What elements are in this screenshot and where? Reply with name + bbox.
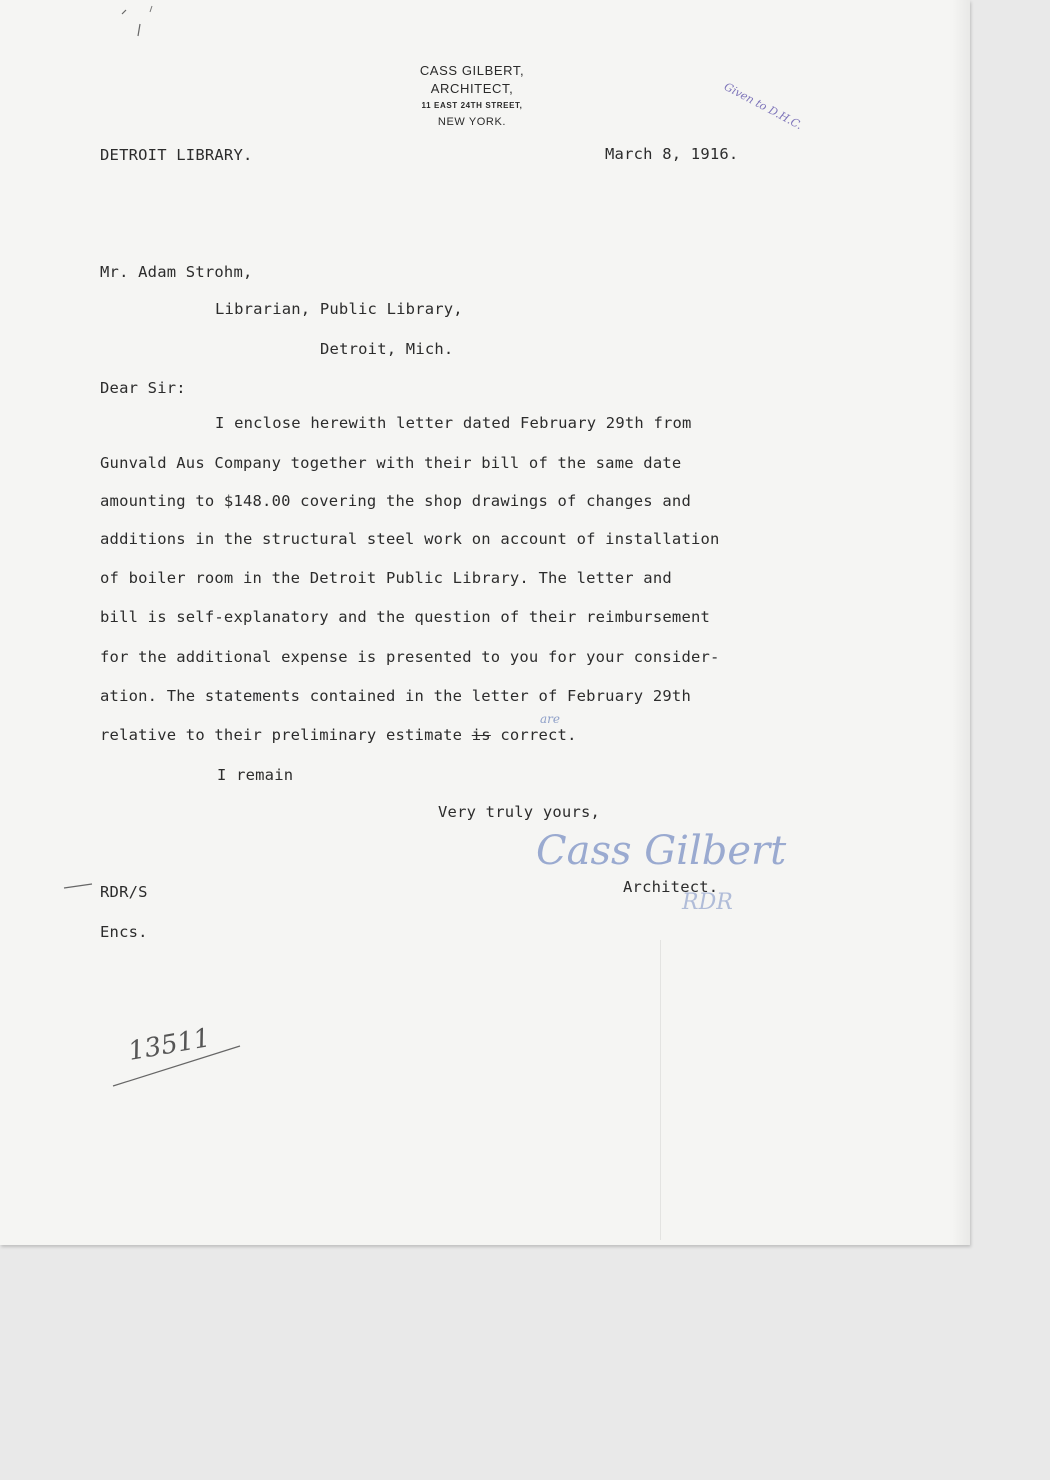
- salutation: Dear Sir:: [100, 379, 186, 397]
- pencil-mark: [122, 10, 126, 14]
- pencil-dash: [62, 880, 98, 894]
- body-line: for the additional expense is presented to you for your consider-: [100, 648, 720, 666]
- signature: Cass Gilbert: [536, 828, 787, 874]
- letterhead: [372, 62, 572, 130]
- pencil-marks: [110, 0, 160, 44]
- body-line: I enclose herewith letter dated February 29th from: [215, 414, 692, 432]
- recipient-city: Detroit, Mich.: [320, 340, 454, 358]
- letter-date: March 8, 1916.: [605, 145, 739, 163]
- struck-word: is: [471, 726, 491, 744]
- recipient-position: Librarian, Public Library,: [215, 300, 463, 318]
- body-line: of boiler room in the Detroit Public Library. The letter and: [100, 569, 672, 587]
- remain-line: I remain: [217, 766, 294, 784]
- recipient-name: Mr. Adam Strohm,: [100, 263, 253, 281]
- file-number: 13511: [126, 1023, 213, 1067]
- letterhead-name: CASS GILBERT,: [419, 63, 525, 78]
- handwritten-initials: RDR: [682, 890, 733, 915]
- enclosures: Encs.: [100, 923, 148, 941]
- last-line-end: correct.: [490, 726, 577, 744]
- body-line: bill is self-explanatory and the question of their reimbursement: [100, 608, 711, 626]
- body-line: amounting to $148.00 covering the shop drawings of changes and: [100, 492, 691, 510]
- body-line: additions in the structural steel work on account of installation: [100, 530, 720, 548]
- letterhead-title: ARCHITECT,: [430, 81, 514, 96]
- reference-initials: RDR/S: [100, 883, 148, 901]
- body-line: ation. The statements contained in the letter of February 29th: [100, 687, 691, 705]
- pencil-underline: [110, 1040, 245, 1092]
- pencil-mark: [138, 24, 140, 36]
- signature-title: Architect.: [623, 878, 719, 896]
- paper-fold: [660, 940, 661, 1240]
- last-line-start: relative to their preliminary estimate: [100, 726, 472, 744]
- file-label: DETROIT LIBRARY.: [100, 146, 253, 164]
- body-line-last: [100, 726, 577, 744]
- letterhead-city: NEW YORK.: [437, 116, 507, 128]
- pencil-mark: [150, 6, 152, 12]
- letterhead-street: 11 EAST 24TH STREET,: [421, 101, 523, 110]
- routing-stamp: Given to D.H.C.: [721, 80, 805, 133]
- body-line: Gunvald Aus Company together with their bill of the same date: [100, 454, 682, 472]
- handwritten-correction: are: [540, 712, 560, 726]
- pencil-underline-stroke: [113, 1046, 240, 1086]
- pencil-dash-stroke: [64, 884, 92, 888]
- closing: Very truly yours,: [438, 803, 601, 821]
